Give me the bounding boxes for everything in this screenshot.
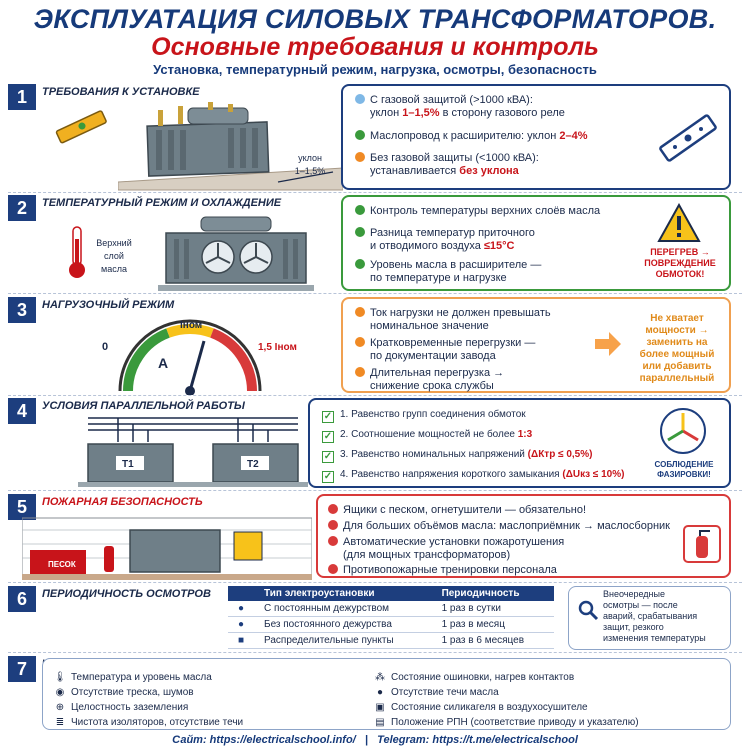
table-row: ● С постоянным дежурством 1 раз в сутки <box>228 601 554 617</box>
gauge-max-label: 1,5 Iном <box>258 342 297 353</box>
installation-item-oilpipe: Маслопровод к расширителю: уклон 2–4% <box>355 130 587 143</box>
column-header: Тип электроустановки <box>258 586 436 601</box>
section-title: ПОЖАРНАЯ БЕЗОПАСНОСТЬ <box>42 496 203 508</box>
check-item-left-1: 🌡 Температура и уровень масла <box>53 672 212 683</box>
load-item-1: Ток нагрузки не должен превышать номинальное значение <box>355 307 551 333</box>
ear-icon: ◉ <box>55 687 65 698</box>
busbar-icon: ⁂ <box>375 672 385 683</box>
temperature-panel <box>341 195 731 291</box>
fire-item-4: Противопожарные тренировки персонала <box>328 564 557 577</box>
header <box>0 0 750 80</box>
section-title: УСЛОВИЯ ПАРАЛЛЕЛЬНОЙ РАБОТЫ <box>42 400 245 412</box>
table-row: ■ Распределительные пункты 1 раз в 6 месяцев <box>228 633 554 649</box>
section-title: НАГРУЗОЧНЫЙ РЕЖИМ <box>42 299 175 311</box>
page-title: ЭКСПЛУАТАЦИЯ СИЛОВЫХ ТРАНСФОРМАТОРОВ. <box>33 4 717 34</box>
red-bullet-icon <box>328 504 338 514</box>
insulator-icon: ≣ <box>55 717 65 728</box>
checkbox-icon: ✓ <box>323 451 333 462</box>
load-item-3: Длительная перегрузка → снижение срока службы <box>355 367 504 393</box>
inspection-table <box>228 586 554 649</box>
transformer-on-slope-icon <box>118 102 343 192</box>
fire-item-2: Для больших объёмов масла: маслоприёмник → маслосборник <box>328 520 670 533</box>
section-number: 4 <box>8 398 36 424</box>
divider <box>8 652 742 653</box>
blue-bullet-icon <box>355 94 365 104</box>
transformer-t1-label: Т1 <box>122 459 134 470</box>
fire-item-3: Автоматические установки пожаротушения (для мощных трансформаторов) <box>328 536 564 562</box>
section-load <box>8 297 742 395</box>
red-bullet-icon <box>328 536 338 546</box>
check-item-right-2: ● Отсутствие течи масла <box>373 686 499 699</box>
installation-item-nogas: Без газовой защиты (<1000 кВА): устанавливается без уклона <box>355 152 539 178</box>
section-inspection-checklist <box>8 656 742 732</box>
section-number: 2 <box>8 195 36 221</box>
section-number: 5 <box>8 494 36 520</box>
parallel-transformers-icon <box>68 412 318 490</box>
temperature-item-1: Контроль температуры верхних слоёв масла <box>355 205 600 218</box>
check-item-right-4: ▤ Положение РПН (соответствие приводу и указателю) <box>373 716 639 729</box>
divider <box>8 293 742 294</box>
green-bullet-icon <box>355 227 365 237</box>
level-icon <box>52 106 112 146</box>
section-installation <box>8 84 742 192</box>
gauge-zero-label: 0 <box>102 341 109 353</box>
phasing-note: СОБЛЮДЕНИЕ ФАЗИРОВКИ! <box>654 460 714 479</box>
check-item-right-1: ⁂ Состояние ошиновки, нагрев контактов <box>375 672 575 683</box>
installation-panel <box>341 84 731 190</box>
load-item-2: Кратковременные перегрузки — по документации завода <box>355 337 535 363</box>
top-oil-label: Верхний слой масла <box>96 238 132 274</box>
switchgear-icon: ■ <box>237 635 245 646</box>
checkbox-icon: ✓ <box>323 431 333 442</box>
parallel-item-1: ✓ 1. Равенство групп соединения обмоток <box>323 409 526 422</box>
section-number: 1 <box>8 84 36 110</box>
orange-bullet-icon <box>355 337 365 347</box>
parallel-item-4: ✓ 4. Равенство напряжения короткого замыкания (ΔUкз ≤ 10%) <box>323 469 625 482</box>
divider <box>8 395 742 396</box>
page-tagline: Установка, температурный режим, нагрузка, осмотры, безопасность <box>153 62 597 77</box>
page-subtitle: Основные требования и контроль <box>151 33 599 61</box>
installation-item-gas: С газовой защитой (>1000 кВА): уклон 1–1,5% в сторону газового реле <box>355 94 565 120</box>
green-bullet-icon <box>355 130 365 140</box>
overheat-warning: ПЕРЕГРЕВ → ПОВРЕЖДЕНИЕ ОБМОТОК! <box>644 247 716 279</box>
tap-changer-icon: ▤ <box>375 717 385 728</box>
orange-bullet-icon <box>355 152 365 162</box>
section-number: 3 <box>8 297 36 323</box>
thermometer-icon <box>66 225 88 280</box>
check-item-left-4: ≣ Чистота изоляторов, отсутствие течи <box>53 716 243 729</box>
parallel-item-2: ✓ 2. Соотношение мощностей не более 1:3 <box>323 429 533 442</box>
upgrade-advice: Не хватает мощности → заменить на более мощный или добавить параллельный <box>639 313 715 384</box>
section-number: 6 <box>8 586 36 612</box>
transformer-t2-label: Т2 <box>247 459 259 470</box>
section-inspection-period <box>8 586 742 652</box>
fire-item-1: Ящики с песком, огнетушители — обязательно! <box>328 504 586 517</box>
orange-bullet-icon <box>355 307 365 317</box>
phasing-icon <box>658 406 708 456</box>
table-header-row <box>228 586 554 601</box>
operator-icon: ● <box>237 603 245 614</box>
divider <box>8 582 742 583</box>
divider <box>8 490 742 491</box>
slope-label: уклон 1–1,5% <box>294 153 326 176</box>
person-icon: ● <box>237 619 245 630</box>
fire-extinguisher-icon <box>682 524 722 564</box>
check-item-left-3: ⊕ Целостность заземления <box>53 701 188 714</box>
oil-drop-icon: ● <box>376 687 384 698</box>
magnifier-icon <box>577 599 599 621</box>
section-title: ТРЕБОВАНИЯ К УСТАНОВКЕ <box>42 86 200 98</box>
table-row: ● Без постоянного дежурства 1 раз в месяц <box>228 617 554 633</box>
divider <box>8 192 742 193</box>
fire-safety-panel <box>316 494 731 578</box>
footer: Сайт: https://electricalschool.info/ | Telegram: https://t.me/electricalschool <box>172 734 578 746</box>
section-title: ТЕМПЕРАТУРНЫЙ РЕЖИМ И ОХЛАЖДЕНИЕ <box>42 197 282 209</box>
sand-box-label: ПЕСОК <box>48 560 76 569</box>
ground-icon: ⊕ <box>55 702 65 713</box>
temperature-item-2: Разница температур приточного и отводимого воздуха ≤15°С <box>355 227 535 253</box>
checklist-panel <box>42 658 731 730</box>
temperature-item-3: Уровень масла в расширителе — по температуре и нагрузке <box>355 259 541 285</box>
arrow-right-icon <box>593 329 623 359</box>
spirit-level-icon <box>653 108 723 168</box>
warning-icon <box>657 203 701 243</box>
extra-inspection-note: Внеочередные осмотры — после аварий, срабатывания защит, резкого изменения температуры <box>568 586 731 650</box>
thermometer-drop-icon: 🌡 <box>53 672 67 683</box>
check-item-left-2: ◉ Отсутствие треска, шумов <box>53 686 194 699</box>
section-temperature <box>8 195 742 293</box>
orange-bullet-icon <box>355 367 365 377</box>
section-title: ПЕРИОДИЧНОСТЬ ОСМОТРОВ <box>42 588 211 600</box>
checkbox-icon: ✓ <box>323 471 333 482</box>
red-bullet-icon <box>328 520 338 530</box>
green-bullet-icon <box>355 205 365 215</box>
site-link[interactable]: Сайт: https://electricalschool.info/ <box>172 734 356 746</box>
parallel-panel <box>308 398 731 488</box>
check-item-right-3: ▣ Состояние силикагеля в воздухосушителе <box>373 701 588 714</box>
column-header: Периодичность <box>436 586 554 601</box>
transformer-with-fans-icon <box>146 213 326 293</box>
parallel-item-3: ✓ 3. Равенство номинальных напряжений (ΔКтр ≤ 0,5%) <box>323 449 593 462</box>
section-fire-safety <box>8 494 742 582</box>
breather-icon: ▣ <box>375 702 385 713</box>
section-parallel <box>8 398 742 490</box>
telegram-link[interactable]: Telegram: https://t.me/electricalschool <box>377 734 578 746</box>
load-panel <box>341 297 731 393</box>
checkbox-icon: ✓ <box>323 411 333 422</box>
green-bullet-icon <box>355 259 365 269</box>
gauge-unit-label: A <box>158 355 169 371</box>
gauge-nominal-label: Iном <box>180 320 203 331</box>
red-bullet-icon <box>328 564 338 574</box>
section-number: 7 <box>8 656 36 682</box>
